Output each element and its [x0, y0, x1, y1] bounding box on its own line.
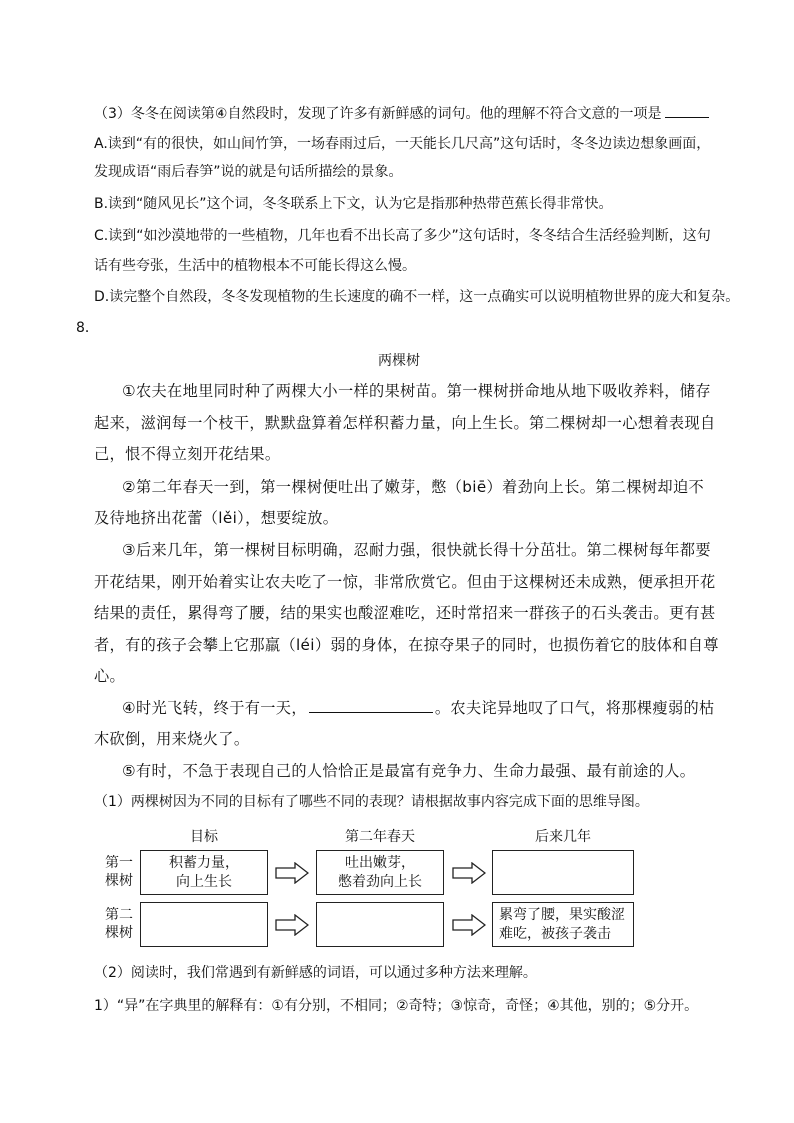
q3-option-c-line2: 话有些夸张，生活中的植物根本不可能长得这么慢。 — [94, 258, 416, 274]
para3-line4: 者，有的孩子会攀上它那羸（léi）弱的身体，在掠夺果子的同时，也损伤着它的肢体和自尊 — [94, 636, 719, 654]
box-tree2-spring-answer[interactable] — [316, 902, 444, 947]
row-label-second-tree — [102, 906, 136, 942]
para1-line1: ①农夫在地里同时种了两棵大小一样的果树苗。第一棵树拼命地从地下吸收养料，储存 — [122, 382, 711, 400]
row2-label-line1: 第二 — [105, 907, 133, 923]
q3-stem-text: （3）冬冬在阅读第④自然段时，发现了许多有新鲜感的词句。他的理解不符合文意的一项是 — [94, 106, 662, 122]
box-tree1-spring-line2: 憋着劲向上长 — [338, 874, 422, 890]
para4-post: 。农夫诧异地叹了口气，将那棵瘦弱的枯 — [434, 699, 715, 717]
box-tree1-goal-line1: 积蓄力量， — [169, 855, 239, 871]
subquestion-1: （1）两棵树因为不同的目标有了哪些不同的表现？请根据故事内容完成下面的思维导图。 — [94, 794, 649, 810]
box-tree1-spring-line1: 吐出嫩芽， — [345, 855, 415, 871]
box-tree2-later — [492, 902, 634, 947]
para3-line2: 开花结果，刚开始着实让农夫吃了一惊，非常欣赏它。但由于这棵树还未成熟，便承担开花 — [94, 573, 716, 591]
box-tree1-later-answer[interactable] — [492, 850, 634, 895]
question-number: 8． — [76, 320, 99, 336]
row-label-first-tree — [102, 854, 136, 890]
para4-pre: ④时光飞转，终于有一天， — [122, 699, 307, 717]
row2-label-line2: 棵树 — [105, 925, 133, 941]
arrow-right-icon — [275, 914, 309, 936]
q3-option-a-line2: 发现成语“雨后春笋”说的就是句话所描绘的景象。 — [94, 164, 403, 180]
arrow-right-icon — [452, 862, 486, 884]
para2-line2: 及待地挤出花蕾（lěi），想要绽放。 — [94, 509, 339, 527]
para1-line3: 己，恨不得立刻开花结果。 — [94, 445, 281, 463]
q3-option-c-line1: C.读到“如沙漠地带的一些植物，几年也看不出长高了多少”这句话时，冬冬结合生活经验判断，这句 — [94, 228, 711, 244]
para3-line3: 结果的责任，累得弯了腰，结的果实也酸涩难吃，还时常招来一群孩子的石头袭击。更有甚 — [94, 604, 716, 622]
para4-line1 — [122, 698, 715, 718]
para3-line5: 心。 — [94, 667, 126, 685]
para2-line1: ②第二年春天一到，第一棵树便吐出了嫩芽，憋（biē）着劲向上长。第二棵树却迫不 — [122, 478, 705, 496]
subquestion-2: （2）阅读时，我们常遇到有新鲜感的词语，可以通过多种方法来理解。 — [94, 965, 537, 981]
q3-stem — [94, 103, 709, 124]
para4-answer-blank[interactable] — [309, 698, 433, 713]
q3-option-b: B.读到“随风见长”这个词，冬冬联系上下文，认为它是指那种热带芭蕉长得非常快。 — [94, 196, 613, 212]
box-tree1-spring — [316, 850, 444, 895]
header-goal: 目标 — [190, 829, 218, 845]
arrow-right-icon — [452, 914, 486, 936]
arrow-right-icon — [275, 862, 309, 884]
q3-option-a-line1: A.读到“有的很快，如山间竹笋，一场春雨过后，一天能长几尺高”这句话时，冬冬边读边想象画面， — [94, 136, 711, 152]
para4-line2: 木砍倒，用来烧火了。 — [94, 730, 250, 748]
q3-option-d: D.读完整个自然段，冬冬发现植物的生长速度的确不一样，这一点确实可以说明植物世界的庞大和复杂。 — [94, 289, 740, 305]
q3-answer-blank[interactable] — [665, 103, 709, 118]
row1-label-line1: 第一 — [105, 855, 133, 871]
para1-line2: 起来，滋润每一个枝干，默默盘算着怎样积蓄力量，向上生长。第二棵树却一心想着表现自 — [94, 414, 716, 432]
row1-label-line2: 棵树 — [105, 873, 133, 889]
subquestion-2-part1: 1）“异”在字典里的解释有：①有分别，不相同；②奇特；③惊奇，奇怪；④其他，别的；⑤分开。 — [94, 998, 699, 1014]
para3-line1: ③后来几年，第一棵树目标明确，忍耐力强，很快就长得十分茁壮。第二棵树每年都要 — [122, 541, 711, 559]
box-tree2-goal-answer[interactable] — [140, 902, 268, 947]
box-tree2-later-line1: 累弯了腰，果实酸涩 — [499, 907, 625, 923]
passage-title: 两棵树 — [378, 353, 420, 369]
box-tree1-goal — [140, 850, 268, 895]
box-tree1-goal-line2: 向上生长 — [176, 874, 232, 890]
para5: ⑤有时，不急于表现自己的人恰恰正是最富有竞争力、生命力最强、最有前途的人。 — [122, 762, 696, 780]
box-tree2-later-line2: 难吃，被孩子袭击 — [499, 926, 611, 942]
header-later-years: 后来几年 — [535, 829, 591, 845]
header-second-spring: 第二年春天 — [345, 829, 415, 845]
